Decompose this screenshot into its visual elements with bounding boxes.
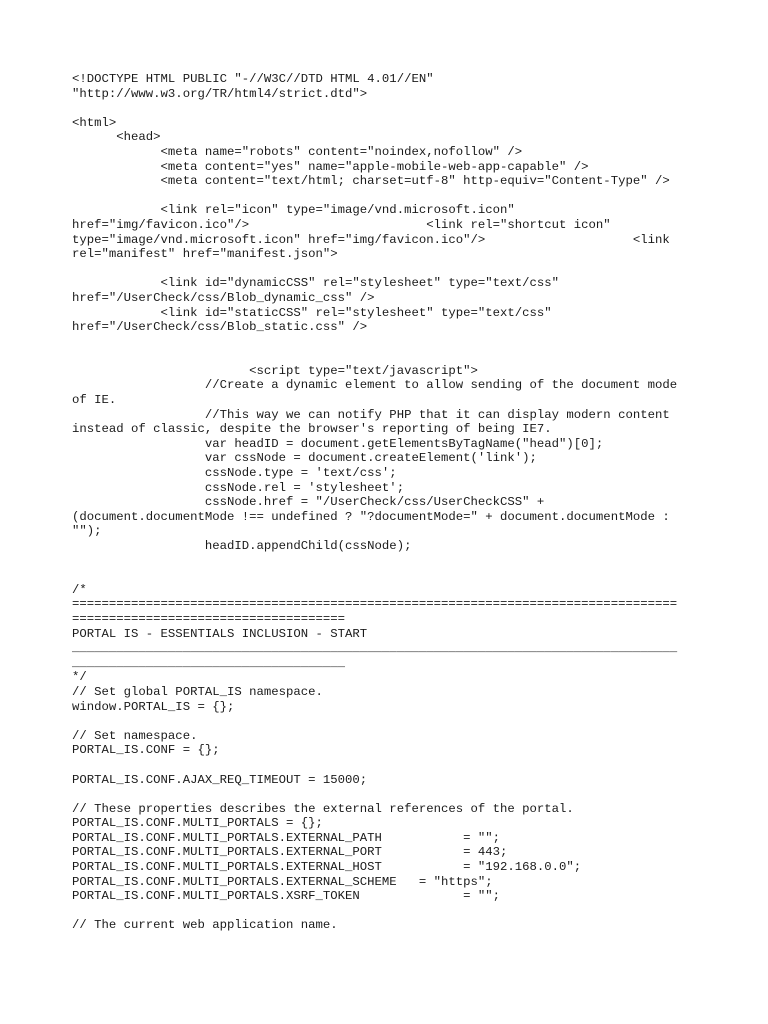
code-line: ================================================================================== — [72, 597, 678, 612]
code-line: var cssNode = document.createElement('link'); — [72, 451, 537, 466]
code-line: type="image/vnd.microsoft.icon" href="img/favicon.ico"/> <link — [72, 232, 670, 247]
code-line: // Set global PORTAL_IS namespace. — [72, 684, 323, 699]
code-line: ===================================== — [72, 611, 346, 626]
code-line: //Create a dynamic element to allow sending of the document mode — [72, 378, 678, 393]
code-line: headID.appendChild(cssNode); — [72, 539, 412, 553]
code-line: __________________________________________________________________________________ — [72, 641, 678, 656]
code-line — [72, 904, 702, 919]
code-line: href="/UserCheck/css/Blob_static.css" /> — [72, 320, 368, 335]
code-line: PORTAL_IS.CONF.MULTI_PORTALS = {}; — [72, 816, 323, 831]
code-line: ""); — [72, 524, 102, 539]
code-line: <head> — [72, 130, 161, 145]
code-line: PORTAL_IS.CONF.AJAX_REQ_TIMEOUT = 15000; — [72, 772, 368, 787]
code-line: //This way we can notify PHP that it can display modern content — [72, 407, 670, 422]
code-line: */ — [72, 670, 87, 685]
code-line: <script type="text/javascript"> — [72, 363, 478, 378]
code-line — [72, 262, 702, 277]
code-line: PORTAL_IS.CONF.MULTI_PORTALS.EXTERNAL_PATH = ""; — [72, 830, 501, 845]
code-line: <!DOCTYPE HTML PUBLIC "-//W3C//DTD HTML 4.01//EN" — [72, 72, 434, 86]
code-line: <link id="staticCSS" rel="stylesheet" type="text/css" — [72, 305, 552, 320]
code-line: <meta name="robots" content="noindex,nofollow" /> — [72, 144, 523, 159]
code-line: of IE. — [72, 393, 117, 408]
code-line: PORTAL IS - ESSENTIALS INCLUSION - START — [72, 626, 368, 641]
code-line: var headID = document.getElementsByTagName("head")[0]; — [72, 436, 604, 451]
code-line — [72, 568, 702, 583]
code-line: instead of classic, despite the browser's reporting of being IE7. — [72, 422, 552, 437]
code-line: "http://www.w3.org/TR/html4/strict.dtd"> — [72, 86, 368, 101]
code-line: window.PORTAL_IS = {}; — [72, 699, 235, 714]
code-line: cssNode.href = "/UserCheck/css/UserCheckCSS" + — [72, 495, 545, 510]
code-line: PORTAL_IS.CONF.MULTI_PORTALS.XSRF_TOKEN = ""; — [72, 889, 501, 904]
code-line — [72, 758, 702, 773]
code-line: (document.documentMode !== undefined ? "?documentMode=" + document.documentMode : — [72, 509, 670, 524]
code-line: <link rel="icon" type="image/vnd.microsoft.icon" — [72, 203, 515, 218]
code-line — [72, 554, 702, 569]
code-line — [72, 787, 702, 802]
code-line: <meta content="text/html; charset=utf-8" http-equiv="Content-Type" /> — [72, 174, 670, 189]
code-line: <link id="dynamicCSS" rel="stylesheet" type="text/css" — [72, 276, 560, 291]
code-line: href="/UserCheck/css/Blob_dynamic_css" /> — [72, 290, 375, 305]
code-line: /* — [72, 582, 87, 597]
code-line: PORTAL_IS.CONF.MULTI_PORTALS.EXTERNAL_SCHEME = "https"; — [72, 874, 493, 889]
code-line: cssNode.rel = 'stylesheet'; — [72, 480, 405, 495]
code-line: <meta content="yes" name="apple-mobile-web-app-capable" /> — [72, 159, 589, 174]
code-line — [72, 335, 702, 350]
source-code-text — [72, 72, 702, 933]
code-line: <html> — [72, 115, 117, 130]
code-line: _____________________________________ — [72, 655, 346, 670]
code-line — [72, 714, 702, 729]
code-line: rel="manifest" href="manifest.json"> — [72, 247, 338, 262]
code-line: href="img/favicon.ico"/> <link rel="shortcut icon" — [72, 217, 611, 232]
code-line: // Set namespace. — [72, 728, 198, 743]
code-line: PORTAL_IS.CONF = {}; — [72, 743, 220, 758]
code-line: PORTAL_IS.CONF.MULTI_PORTALS.EXTERNAL_PORT = 443; — [72, 845, 508, 860]
code-line: PORTAL_IS.CONF.MULTI_PORTALS.EXTERNAL_HOST = "192.168.0.0"; — [72, 860, 582, 875]
code-line — [72, 349, 702, 364]
code-line: cssNode.type = 'text/css'; — [72, 466, 397, 481]
code-line — [72, 101, 702, 116]
code-line: // The current web application name. — [72, 918, 338, 933]
code-line: // These properties describes the external references of the portal. — [72, 801, 574, 816]
code-line — [72, 189, 702, 204]
